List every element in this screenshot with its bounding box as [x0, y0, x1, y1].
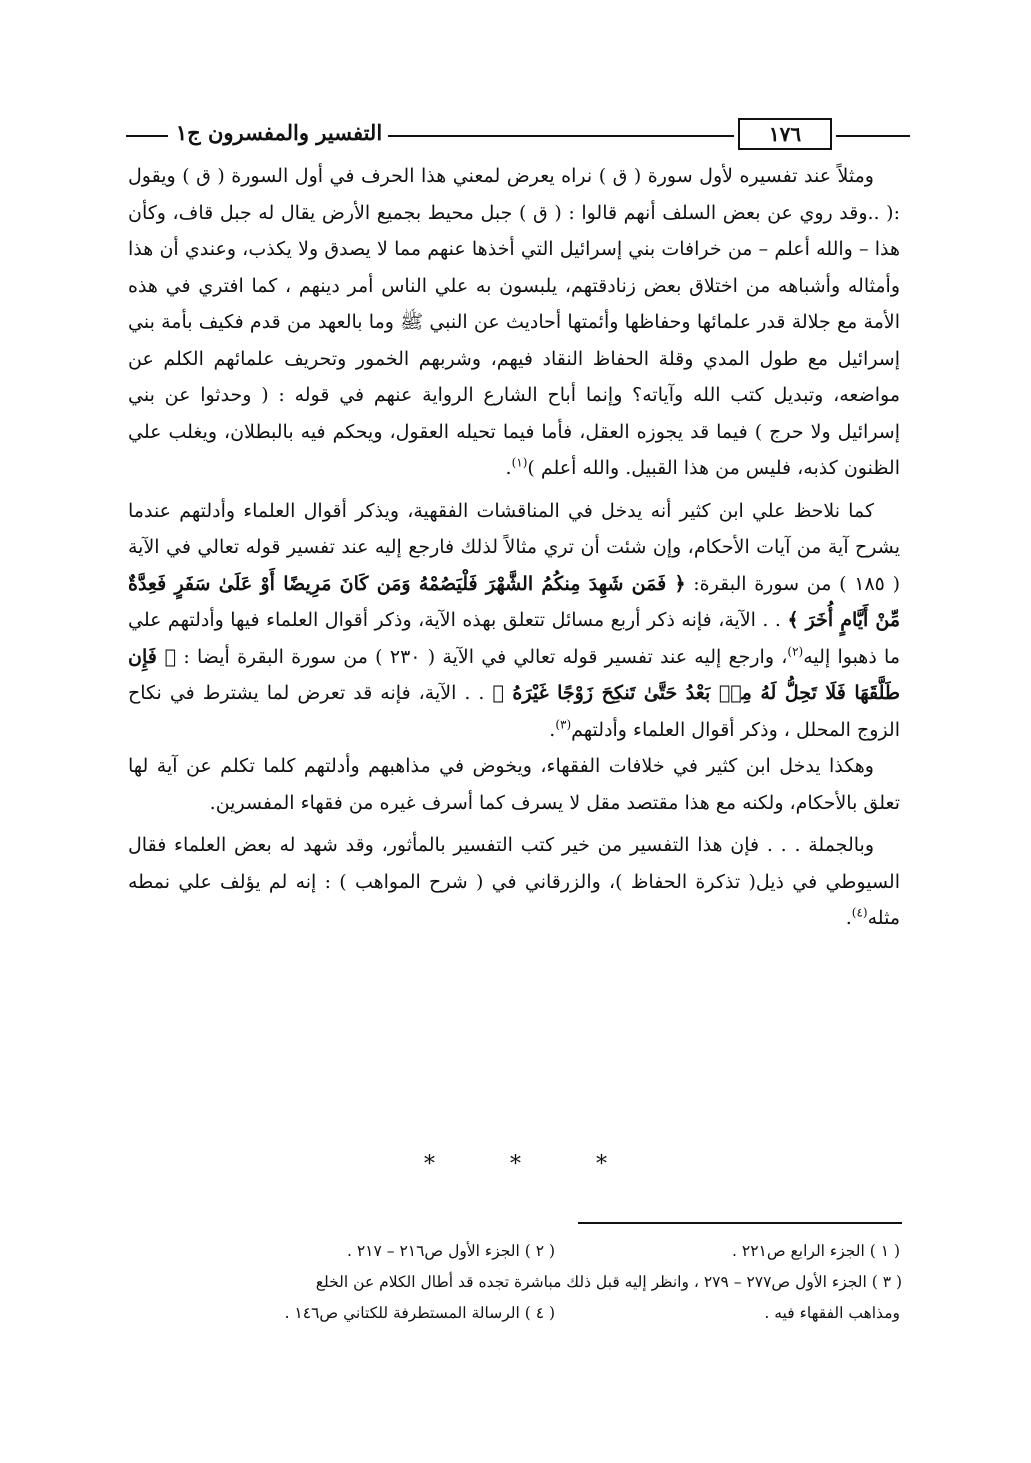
footnote-3: ( ٣ ) الجزء الأول ص٢٧٧ – ٢٧٩ ، وانظر إليه قبل ذلك مباشرة تجده قد أطال الكلام عن الخلع	[315, 1273, 902, 1291]
footnote-rule	[578, 1222, 902, 1224]
footnote-4: ( ٤ ) الرسالة المستطرفة للكتاني ص١٤٦ .	[284, 1304, 555, 1322]
main-text	[128, 158, 900, 937]
footnote-2: ( ٢ ) الجزء الأول ص٢١٦ – ٢١٧ .	[346, 1242, 555, 1260]
section-separator: * * *	[424, 1152, 641, 1177]
page-number: ١٧٦	[738, 118, 832, 150]
paragraph-1	[128, 158, 900, 487]
footnote-1: ( ١ ) الجزء الرابع ص٢٢١ .	[732, 1242, 900, 1260]
paragraph-text: .	[505, 457, 512, 479]
paragraph-4	[128, 827, 900, 937]
footnote-ref: (١)	[511, 455, 528, 470]
paragraph-text: كما نلاحظ علي ابن كثير أنه يدخل في المناقشات الفقهية، ويذكر أقوال العلماء وأدلتهم عندما يشرح آية من آيات الأحكام، وإن شئت أن تري مثالاً لذلك فارجع إليه عند تفسير قوله تعالي في الآية ( ١٨٥ ) من سورة البقرة:	[128, 499, 900, 595]
paragraph-text: ومثلاً عند تفسيره لأول سورة ( ق ) نراه يعرض لمعني هذا الحرف في أول السورة ( ق ) ويقول :( ..وقد روي عن بعض السلف أنهم قالوا : ( ق ) جبل محيط بجميع الأرض يقال له جبل قاف، وكأن هذا – والله أعلم – من خرافات بني إسرائيل التي أخذها عنهم مما لا يصدق ولا يكذب، وعندي أن هذا وأمثاله وأشباهه من اختلاق بعض زنادقتهم، يلبسون به علي الناس أمر دينهم ، كما افتري في هذه الأمة مع جلالة قدر علمائها وحفاظها وأئمتها أحاديث عن النبي ﷺ وما بالعهد من قدم فكيف بأمة بني إسرائيل مع طول المدي وقلة الحفاظ النقاد فيهم، وشربهم الخمور وتحريف علمائهم الكلم عن مواضعه، وتبديل كتب الله وآياته؟ وإنما أباح الشارع الرواية عنهم في قوله : ( وحدثوا عن بني إسرائيل ولا حرج ) فيما قد يجوزه العقل، فأما فيما تحيله العقول، ويحكم فيه بالبطلان، ويغلب علي الظنون كذبه، فليس من هذا القبيل. والله أعلم )	[128, 165, 900, 479]
paragraph-2	[128, 493, 900, 749]
paragraph-text: . . الآية، فإنه ذكر أربع مسائل تتعلق بهذه الآية، وذكر أقوال العلماء فيها وأدلتهم علي ما ذهبوا إليه	[128, 609, 901, 668]
footnote-ref: (٤)	[851, 905, 868, 920]
quran-verse: ﴿ فَإِن طَلَّقَهَا فَلَا تَحِلُّ لَهُ مِنۢ بَعْدُ حَتَّىٰ تَنكِحَ زَوْجًا غَيْرَهُ ﴾	[128, 645, 900, 704]
paragraph-text: .	[549, 718, 556, 741]
paragraph-text: وهكذا يدخل ابن كثير في خلافات الفقهاء، ويخوض في مذاهبهم وأدلتهم كلما تكلم عن آية لها تعلق بالأحكام، ولكنه مع هذا مقتصد مقل لا يسرف كما أسرف غيره من فقهاء المفسرين.	[128, 755, 900, 814]
footnotes	[126, 1236, 902, 1329]
footnote-row	[126, 1236, 902, 1267]
paragraph-text: .	[845, 907, 852, 929]
footnote-row	[126, 1298, 902, 1329]
paragraph-text: ، وارجع إليه عند تفسير قوله تعالي في الآية ( ٢٣٠ ) من سورة البقرة أيضا :	[183, 645, 788, 668]
header-rule-left	[126, 135, 168, 137]
paragraph-text: . . الآية، فإنه قد تعرض لما يشترط في نكاح الزوج المحلل ، وذكر أقوال العلماء وأدلتهم	[128, 682, 900, 741]
footnote-ref: (٢)	[787, 644, 804, 659]
running-header	[126, 118, 910, 154]
running-title: التفسير والمفسرون ج١	[175, 120, 383, 145]
header-rule-middle	[388, 135, 734, 137]
footnote-ref: (٣)	[555, 717, 572, 732]
footnote-3-continued: ومذاهب الفقهاء فيه .	[764, 1304, 900, 1322]
quran-verse: ﴿ فَمَن شَهِدَ مِنكُمُ الشَّهْرَ فَلْيَصُمْهُ وَمَن كَانَ مَرِيضًا أَوْ عَلَىٰ سَفَرٍ فَعِدَّةٌ مِّنْ أَيَّامٍ أُخَرَ ﴾	[128, 572, 901, 631]
paragraph-3	[128, 748, 900, 821]
header-rule-right	[836, 135, 910, 137]
paragraph-text: وبالجملة . . . فإن هذا التفسير من خير كتب التفسير بالمأثور، وقد شهد له بعض العلماء فقال السيوطي في ذيل( تذكرة الحفاظ )، والزرقاني في ( شرح المواهب ) : إنه لم يؤلف علي نمطه مثله	[128, 834, 900, 929]
